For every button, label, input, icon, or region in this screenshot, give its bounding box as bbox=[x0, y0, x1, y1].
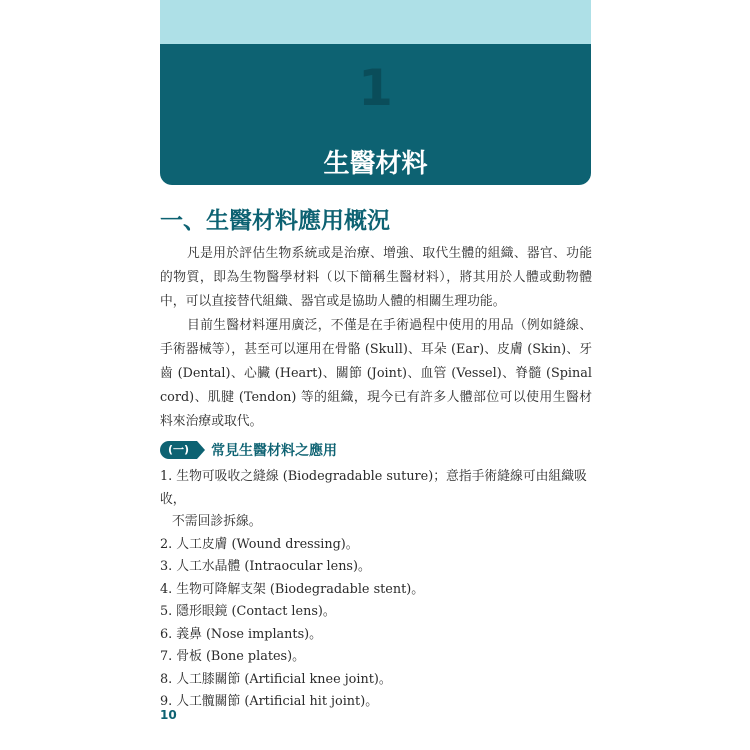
list-item-text: 3. 人工水晶體 (Intraocular lens)。 bbox=[160, 559, 371, 574]
list-item-text: 7. 骨板 (Bone plates)。 bbox=[160, 649, 305, 664]
chapter-number: 1 bbox=[358, 59, 393, 117]
section-heading: 一、生醫材料應用概況 bbox=[160, 208, 390, 234]
chapter-title: 生醫材料 bbox=[323, 149, 428, 179]
list-item-text: 9. 人工髖關節 (Artificial hit joint)。 bbox=[160, 694, 378, 709]
list-item bbox=[160, 534, 592, 557]
list-item bbox=[160, 579, 592, 602]
applications-list bbox=[160, 466, 592, 714]
list-item bbox=[160, 646, 592, 669]
list-item bbox=[160, 669, 592, 692]
list-item-text: 2. 人工皮膚 (Wound dressing)。 bbox=[160, 536, 359, 552]
list-item-text: 4. 生物可降解支架 (Biodegradable stent)。 bbox=[160, 581, 425, 597]
body-paragraph-2: 目前生醫材料運用廣泛，不僅是在手術過程中使用的用品（例如縫線、手術器械等），甚至可以運用在骨骼 (Skull)、耳朵 (Ear)、皮膚 (Skin)、牙齒 (Dental)、心臟 (Heart)、關節 (Joint)、血管 (Vessel)、脊髓 (Spinal cord)、肌腱 (Tendon) 等的組織，現今已有許多人體部位可以使用生醫材料來治療或取代。 bbox=[160, 318, 592, 429]
list-item bbox=[160, 556, 592, 579]
page-number: 10 bbox=[160, 708, 177, 722]
body-paragraph-1: 凡是用於評估生物系統或是治療、增強、取代生體的組織、器官、功能的物質，即為生物醫學材料（以下簡稱生醫材料），將其用於人體或動物體中，可以直接替代組織、器官或是協助人體的相關生理功能。 bbox=[160, 246, 592, 309]
subsection-heading bbox=[160, 440, 337, 460]
list-item bbox=[160, 691, 592, 714]
subsection-title: 常見生醫材料之應用 bbox=[211, 443, 338, 459]
chapter-header-banner bbox=[160, 44, 591, 185]
list-item bbox=[160, 624, 592, 647]
list-item-text: 1. 生物可吸收之縫線 (Biodegradable suture)；意指手術縫線可由組織吸收， bbox=[160, 469, 587, 507]
list-item-text: 5. 隱形眼鏡 (Contact lens)。 bbox=[160, 604, 336, 619]
list-item-text: 6. 義鼻 (Nose implants)。 bbox=[160, 626, 322, 642]
list-item bbox=[160, 466, 592, 534]
subsection-badge: (一) bbox=[160, 441, 197, 459]
list-item-continuation: 不需回診拆線。 bbox=[172, 514, 262, 529]
chapter-header-top-band bbox=[160, 0, 591, 44]
list-item-text: 8. 人工膝關節 (Artificial knee joint)。 bbox=[160, 671, 392, 687]
list-item bbox=[160, 601, 592, 624]
